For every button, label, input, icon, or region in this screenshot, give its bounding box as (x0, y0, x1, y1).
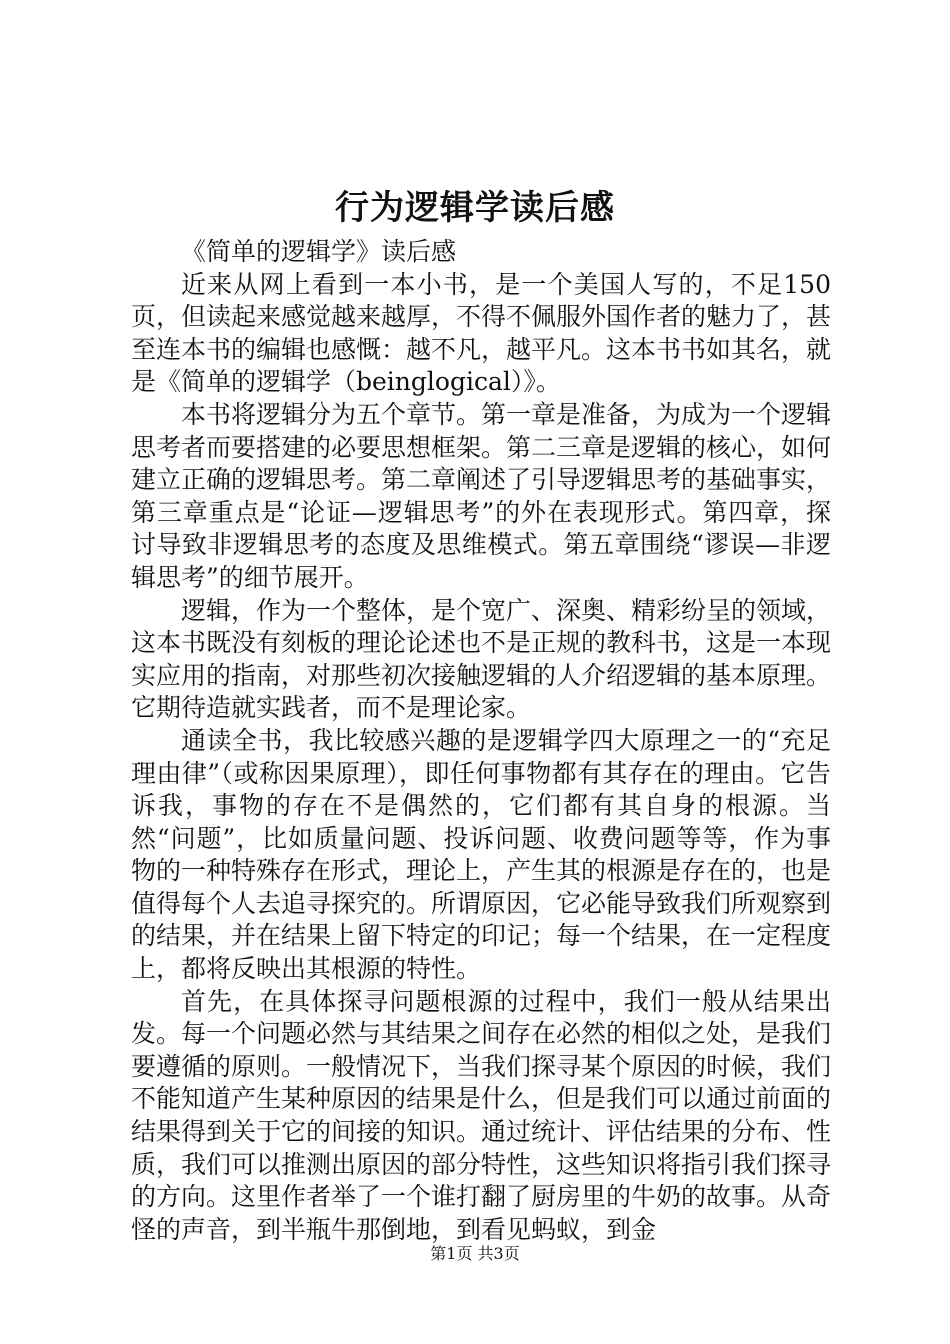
paragraph: 逻辑，作为一个整体，是个宽广、深奥、精彩纷呈的领域，这本书既没有刻板的理论论述也不是正规的教科书，这是一本现实应用的指南，对那些初次接触逻辑的人介绍逻辑的基本原理。它期待造就实践者，而不是理论家。 (131, 595, 832, 723)
document-title: 行为逻辑学读后感 (335, 188, 615, 228)
paragraph: 本书将逻辑分为五个章节。第一章是准备，为成为一个逻辑思考者而要搭建的必要思想框架。第二三章是逻辑的核心，如何建立正确的逻辑思考。第二章阐述了引导逻辑思考的基础事实，第三章重点是“论证—逻辑思考”的外在表现形式。第四章，探讨导致非逻辑思考的态度及思维模式。第五章围绕“谬误—非逻辑思考”的细节展开。 (131, 399, 832, 592)
paragraph: 首先，在具体探寻问题根源的过程中，我们一般从结果出发。每一个问题必然与其结果之间存在必然的相似之处，是我们要遵循的原则。一般情况下，当我们探寻某个原因的时候，我们不能知道产生某种原因的结果是什么，但是我们可以通过前面的结果得到关于它的间接的知识。通过统计、评估结果的分布、性质，我们可以推测出原因的部分特性，这些知识将指引我们探寻的方向。这里作者举了一个谁打翻了厨房里的牛奶的故事。从奇怪的声音，到半瓶牛那倒地，到看见蚂蚁，到金 (131, 986, 832, 1244)
paragraph: 通读全书，我比较感兴趣的是逻辑学四大原理之一的“充足理由律”（或称因果原理），即任何事物都有其存在的理由。它告诉我，事物的存在不是偶然的，它们都有其自身的根源。当然“问题”，比如质量问题、投诉问题、收费问题等等，作为事物的一种特殊存在形式，理论上，产生其的根源是存在的，也是值得每个人去追寻探究的。所谓原因，它必能导致我们所观察到的结果，并在结果上留下特定的印记；每一个结果，在一定程度上，都将反映出其根源的特性。 (131, 725, 832, 984)
paragraph-subtitle: 《简单的逻辑学》读后感 (181, 237, 457, 266)
paragraph: 近来从网上看到一本小书，是一个美国人写的，不足150页，但读起来感觉越来越厚，不得不佩服外国作者的魅力了，甚至连本书的编辑也感慨：越不凡，越平凡。这本书书如其名，就是《简单的逻辑学（beinglogical）》。 (131, 269, 832, 397)
page-number-footer: 第1页 共3页 (430, 1244, 520, 1263)
document-body (131, 236, 831, 1246)
